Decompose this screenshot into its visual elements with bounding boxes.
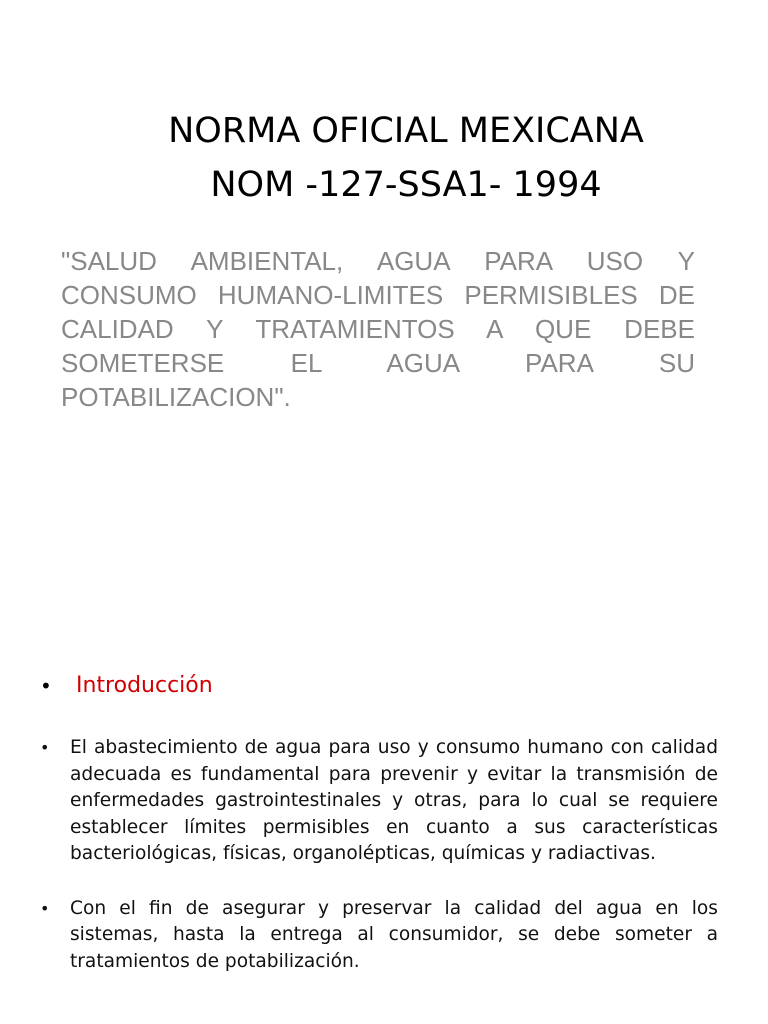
bullet-potabilizacion-text: Con el fin de asegurar y preservar la calidad del agua en los sistemas, hasta la entrega al consumidor, se debe someter a tratamientos de potabilización. xyxy=(70,897,718,972)
subtitle: "SALUD AMBIENTAL, AGUA PARA USO Y CONSUMO HUMANO-LIMITES PERMISIBLES DE CALIDAD Y TRATAMIENTOS A QUE DEBE SOMETERSE EL AGUA PARA SU POTABILIZACION". xyxy=(61,246,695,412)
bullet-abastecimiento xyxy=(40,735,718,868)
bullet-abastecimiento-text: El abastecimiento de agua para uso y consumo humano con calidad adecuada es fundamental para prevenir y evitar la transmisión de enfermedades gastrointestinales y otras, para lo cual se requiere establecer límites permisibles en cuanto a sus características bacteriológicas, físicas, organolépticas, químicas y radiactivas. xyxy=(70,737,718,864)
bullet-list xyxy=(40,668,718,975)
title-line-2: NOM -127-SSA1- 1994 xyxy=(210,165,602,205)
bullet-introduction xyxy=(40,668,718,704)
bullet-dot-icon: • xyxy=(40,674,52,698)
bullet-dot-icon: • xyxy=(40,738,50,757)
bullet-dot-icon: • xyxy=(40,898,50,918)
bullet-introduction-text: Introducción xyxy=(76,673,213,698)
bullet-potabilizacion xyxy=(40,896,718,976)
title-line-1: NORMA OFICIAL MEXICANA xyxy=(168,111,644,151)
